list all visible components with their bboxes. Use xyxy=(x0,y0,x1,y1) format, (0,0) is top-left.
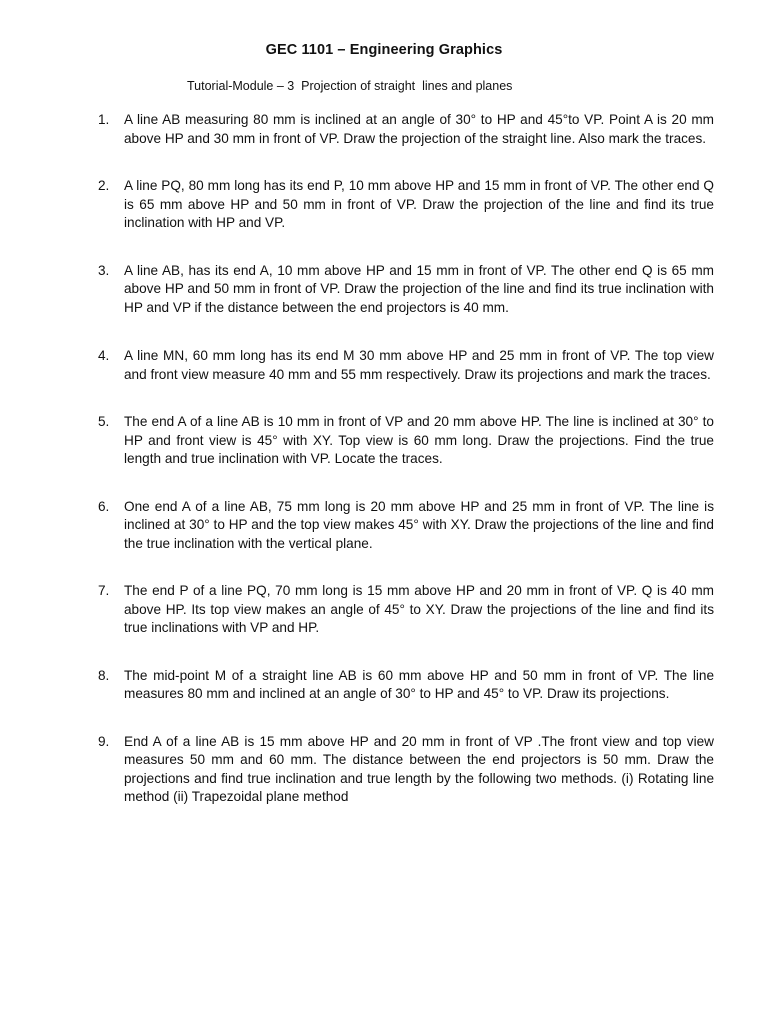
question-item xyxy=(98,177,714,233)
question-item xyxy=(98,413,714,469)
question-number: 6. xyxy=(98,498,110,514)
question-text: End A of a line AB is 15 mm above HP and 20 mm in front of VP .The front view and top view measures 50 mm and 60 mm. The distance between the end projectors is 50 mm. Draw the projections and find true inclination and true length by the following two methods. (i) Rotating line method (ii) Trapezoidal plane method xyxy=(124,733,714,804)
question-text: A line AB, has its end A, 10 mm above HP and 15 mm in front of VP. The other end Q is 65 mm above HP and 50 mm in front of VP. Draw the projection of the line and find its true inclination with HP and VP if the distance between the end projectors is 40 mm. xyxy=(124,262,714,315)
question-item xyxy=(98,347,714,384)
question-item xyxy=(98,733,714,807)
question-item xyxy=(98,667,714,704)
question-number: 5. xyxy=(98,414,110,429)
question-number: 4. xyxy=(98,348,110,363)
question-number: 2. xyxy=(98,178,110,193)
question-text: The end A of a line AB is 10 mm in front of VP and 20 mm above HP. The line is inclined at 30° to HP and front view is 45° with XY. Top view is 60 mm long. Draw the projections. Find the true length and true inclination with VP. Locate the traces. xyxy=(124,414,714,466)
question-item xyxy=(98,262,714,318)
question-item xyxy=(98,498,714,554)
question-list xyxy=(98,111,714,836)
question-text: The end P of a line PQ, 70 mm long is 15 mm above HP and 20 mm in front of VP. Q is 40 mm above HP. Its top view makes an angle of 45° to XY. Draw the projections of the line and find its true inclinations with VP and HP. xyxy=(124,583,714,635)
question-number: 9. xyxy=(98,733,110,749)
question-text: The mid-point M of a straight line AB is 60 mm above HP and 50 mm in front of VP. The line measures 80 mm and inclined at an angle of 30° to HP and 45° to VP. Draw its projections. xyxy=(124,667,714,701)
question-text: A line MN, 60 mm long has its end M 30 mm above HP and 25 mm in front of VP. The top view and front view measure 40 mm and 55 mm respectively. Draw its projections and mark the traces. xyxy=(124,348,714,382)
page-subtitle: Tutorial-Module – 3 Projection of straight lines and planes xyxy=(187,79,513,93)
question-number: 8. xyxy=(98,667,110,683)
question-item xyxy=(98,582,714,638)
question-number: 7. xyxy=(98,583,110,598)
question-text: One end A of a line AB, 75 mm long is 20 mm above HP and 25 mm in front of VP. The line is inclined at 30° to HP and the top view makes 45° with XY. Draw the projections of the line and find the true inclination with the vertical plane. xyxy=(124,498,714,551)
question-text: A line AB measuring 80 mm is inclined at an angle of 30° to HP and 45°to VP. Point A is 20 mm above HP and 30 mm in front of VP. Draw the projection of the straight line. Also mark the traces. xyxy=(124,112,714,146)
page-title: GEC 1101 – Engineering Graphics xyxy=(265,42,503,58)
question-text: A line PQ, 80 mm long has its end P, 10 mm above HP and 15 mm in front of VP. The other end Q is 65 mm above HP and 50 mm in front of VP. Draw the projection of the line and find its true inclination with HP and VP. xyxy=(124,178,714,230)
question-number: 3. xyxy=(98,262,110,278)
question-number: 1. xyxy=(98,112,110,127)
question-item xyxy=(98,111,714,148)
